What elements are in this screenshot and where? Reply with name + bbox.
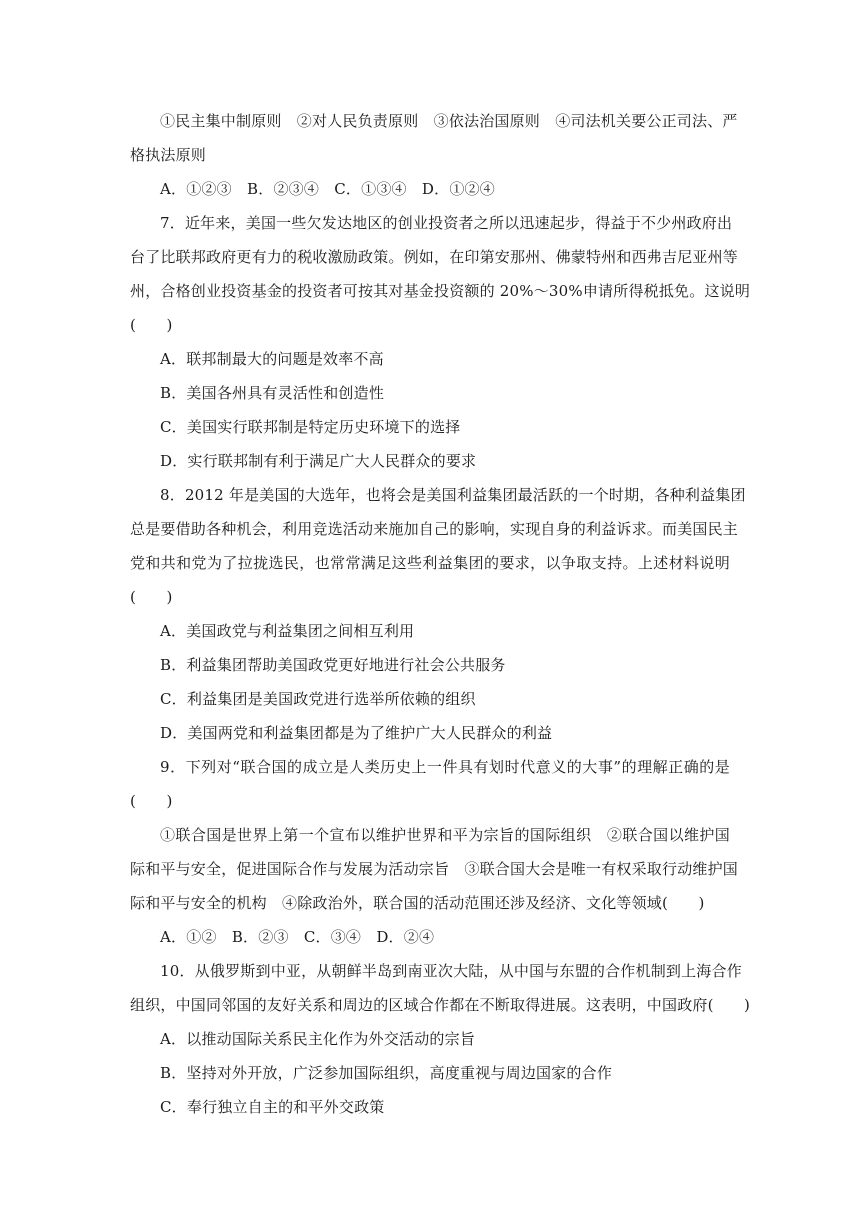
- q10-option-c: C．奉行独立自主的和平外交政策: [160, 1098, 385, 1116]
- q6-statements-line-2: 格执法原则: [130, 146, 207, 164]
- q8-option-b: B．利益集团帮助美国政党更好地进行社会公共服务: [160, 656, 506, 674]
- q7-option-a: A．联邦制最大的问题是效率不高: [160, 350, 384, 368]
- q7-stem-line-3: 州，合格创业投资基金的投资者可按其对基金投资额的 20%～30%申请所得税抵免。这说明: [130, 282, 751, 300]
- q10-option-b: B．坚持对外开放，广泛参加国际组织，高度重视与周边国家的合作: [160, 1064, 613, 1082]
- q10-stem-line-1: 10．从俄罗斯到中亚，从朝鲜半岛到南亚次大陆，从中国与东盟的合作机制到上海合作: [160, 962, 742, 980]
- q8-option-a: A．美国政党与利益集团之间相互利用: [160, 622, 415, 640]
- q9-statements-line-1: ①联合国是世界上第一个宣布以维护世界和平为宗旨的国际组织 ②联合国以维护国: [160, 826, 730, 844]
- q7-option-c: C．美国实行联邦制是特定历史环境下的选择: [160, 418, 461, 436]
- q7-option-d: D．实行联邦制有利于满足广大人民群众的要求: [160, 452, 477, 470]
- q6-options: A．①②③ B．②③④ C．①③④ D．①②④: [160, 180, 495, 198]
- q7-option-b: B．美国各州具有灵活性和创造性: [160, 384, 385, 402]
- q7-stem-line-2: 台了比联邦政府更有力的税收激励政策。例如，在印第安那州、佛蒙特州和西弗吉尼亚州等: [130, 248, 739, 266]
- q8-stem-line-3: 党和共和党为了拉拢选民，也常常满足这些利益集团的要求，以争取支持。上述材料说明: [130, 554, 730, 572]
- q7-answer-blank: ( ): [130, 316, 173, 334]
- q10-option-a: A．以推动国际关系民主化作为外交活动的宗旨: [160, 1030, 476, 1048]
- q8-stem-line-1: 8．2012 年是美国的大选年，也将会是美国利益集团最活跃的一个时期，各种利益集团: [160, 486, 746, 504]
- q9-statements-line-3: 际和平与安全的机构 ④除政治外，联合国的活动范围还涉及经济、文化等领域( ): [130, 894, 705, 912]
- q9-options: A．①② B．②③ C．③④ D．②④: [160, 928, 435, 946]
- q7-stem-line-1: 7．近年来，美国一些欠发达地区的创业投资者之所以迅速起步，得益于不少州政府出: [160, 214, 733, 232]
- q6-statements-line-1: ①民主集中制原则 ②对人民负责原则 ③依法治国原则 ④司法机关要公正司法、严: [160, 112, 738, 130]
- q9-statements-line-2: 际和平与安全，促进国际合作与发展为活动宗旨 ③联合国大会是唯一有权采取行动维护国: [130, 860, 739, 878]
- q9-answer-blank: ( ): [130, 792, 173, 810]
- q10-stem-line-2: 组织，中国同邻国的友好关系和周边的区域合作都在不断取得进展。这表明，中国政府( ): [130, 996, 751, 1014]
- q9-stem-line-1: 9．下列对“联合国的成立是人类历史上一件具有划时代意义的大事”的理解正确的是: [160, 758, 730, 776]
- q8-answer-blank: ( ): [130, 588, 173, 606]
- q8-option-c: C．利益集团是美国政党进行选举所依赖的组织: [160, 690, 476, 708]
- q8-stem-line-2: 总是要借助各种机会，利用竞选活动来施加自己的影响，实现自身的利益诉求。而美国民主: [130, 520, 739, 538]
- q8-option-d: D．美国两党和利益集团都是为了维护广大人民群众的利益: [160, 724, 553, 742]
